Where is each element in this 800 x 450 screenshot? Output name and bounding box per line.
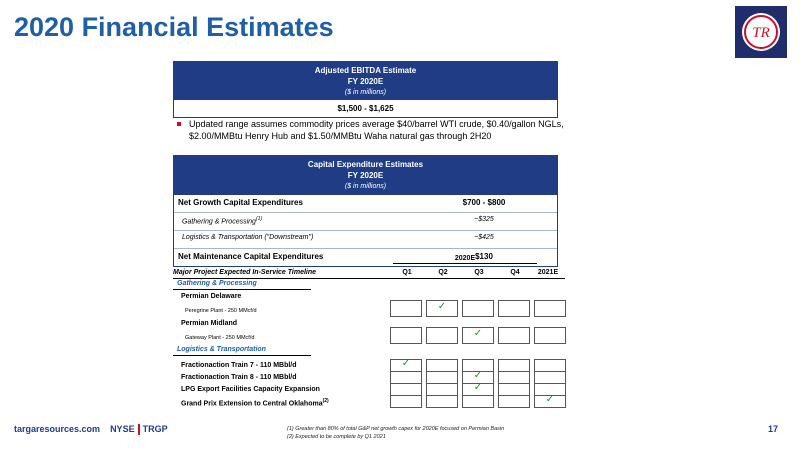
bullet-marker <box>177 122 181 126</box>
timeline-cell-grandprix-q1 <box>390 395 422 408</box>
project-frac-train-8: Fractionaction Train 8 - 110 MBbl/d <box>181 374 297 381</box>
timeline-header-rule <box>173 278 565 279</box>
check-icon: ✓ <box>473 327 483 339</box>
timeline-col-q3: Q3 <box>474 269 484 276</box>
project-grand-prix <box>181 398 329 407</box>
capex-row-value: ~$425 <box>474 234 494 241</box>
page-title: 2020 Financial Estimates <box>14 12 334 42</box>
svg-text:TR: TR <box>752 25 770 41</box>
timeline-col-q1: Q1 <box>402 269 412 276</box>
timeline-cell-gateway-q4 <box>498 327 530 344</box>
capex-row-label: Net Maintenance Capital Expenditures <box>178 252 324 261</box>
capex-row-value: ~$325 <box>474 216 494 223</box>
assumptions-bullet <box>177 118 567 142</box>
bullet-text: Updated range assumes commodity prices average $40/barrel WTI crude, $0.40/gallon NGLs, $2.00/MMBtu Henry Hub and $1.50/MMBtu Waha natural gas through 2H20 <box>189 119 564 141</box>
footnote-ref: (1) <box>255 216 263 222</box>
timeline-cell-grandprix-q4 <box>498 395 530 408</box>
capex-row-net-growth <box>174 195 557 212</box>
project-frac-train-7: Fractionaction Train 7 - 110 MBbl/d <box>181 362 297 369</box>
footer-exchange: NYSE <box>110 424 135 434</box>
capex-row-gathering <box>174 212 557 230</box>
page-number: 17 <box>768 424 779 434</box>
capex-row-label: Logistics & Transportation ("Downstream") <box>182 234 314 241</box>
timeline-col-q2: Q2 <box>438 269 448 276</box>
check-icon: ✓ <box>473 381 483 393</box>
timeline-cell-gateway-2021e <box>534 327 566 344</box>
ebitda-header-units: ($ in millions) <box>344 89 387 96</box>
project-gateway: Gateway Plant - 250 MMcf/d <box>185 335 255 341</box>
timeline-col-q4: Q4 <box>510 269 520 276</box>
section-gathering-processing: Gathering & Processing <box>177 280 257 287</box>
section-rule <box>173 289 311 290</box>
capex-row-label: Net Growth Capital Expenditures <box>178 198 303 207</box>
footer-brand <box>14 424 168 435</box>
project-lpg-export: LPG Export Facilities Capacity Expansion <box>181 386 320 393</box>
footer-site-link[interactable]: targaresources.com <box>14 424 101 434</box>
capex-row-logistics <box>174 230 557 248</box>
group-permian-delaware: Permian Delaware <box>181 293 242 300</box>
project-peregrine: Peregrine Plant - 250 MMcf/d <box>185 308 257 314</box>
timeline-cell-grandprix-q2 <box>426 395 458 408</box>
capex-row-value: $700 - $800 <box>462 198 506 207</box>
capex-header-units: ($ in millions) <box>344 183 387 190</box>
group-permian-midland: Permian Midland <box>181 320 238 327</box>
footer-separator <box>138 424 140 435</box>
ebitda-value: $1,500 - $1,625 <box>174 100 557 117</box>
footnote-ref: (2) <box>322 398 329 404</box>
capex-row-value: $130 <box>475 252 493 261</box>
ebitda-header <box>174 62 557 100</box>
timeline-year-header: 2020E <box>393 255 537 264</box>
timeline-cell-peregrine-q3 <box>462 300 494 317</box>
footnote-1: (1) Greater than 80% of total G&P net growth capex for 2020E focused on Permian Basin <box>287 426 505 432</box>
check-icon: ✓ <box>437 300 447 312</box>
footer-ticker: TRGP <box>142 424 168 434</box>
timeline-cell-peregrine-2021e <box>534 300 566 317</box>
timeline-cell-gateway-q2 <box>426 327 458 344</box>
ebitda-header-title: Adjusted EBITDA Estimate <box>314 66 417 75</box>
ebitda-estimate-table <box>173 61 558 118</box>
targa-logo <box>735 6 787 58</box>
timeline-cell-gateway-q1 <box>390 327 422 344</box>
project-timeline <box>173 255 565 415</box>
timeline-cell-peregrine-q1 <box>390 300 422 317</box>
timeline-col-2021e: 2021E <box>537 269 559 276</box>
section-rule <box>173 355 311 356</box>
capex-header <box>174 156 557 195</box>
capex-estimate-table <box>173 155 558 267</box>
timeline-cell-grandprix-q3 <box>462 395 494 408</box>
capex-row-label: Gathering & Processing <box>182 218 256 226</box>
check-icon: ✓ <box>473 369 483 381</box>
section-logistics-transportation: Logistics & Transportation <box>177 346 266 353</box>
capex-header-title: Capital Expenditure Estimates <box>307 160 424 169</box>
check-icon: ✓ <box>545 393 555 405</box>
footnote-2: (2) Expected to be complete by Q1 2021 <box>287 434 386 440</box>
check-icon: ✓ <box>401 357 411 369</box>
timeline-heading: Major Project Expected In-Service Timeline <box>173 269 317 276</box>
project-grand-prix-label: Grand Prix Extension to Central Oklahoma <box>181 400 323 408</box>
capex-header-year: FY 2020E <box>347 171 384 180</box>
ebitda-header-year: FY 2020E <box>347 77 384 86</box>
timeline-cell-peregrine-q4 <box>498 300 530 317</box>
